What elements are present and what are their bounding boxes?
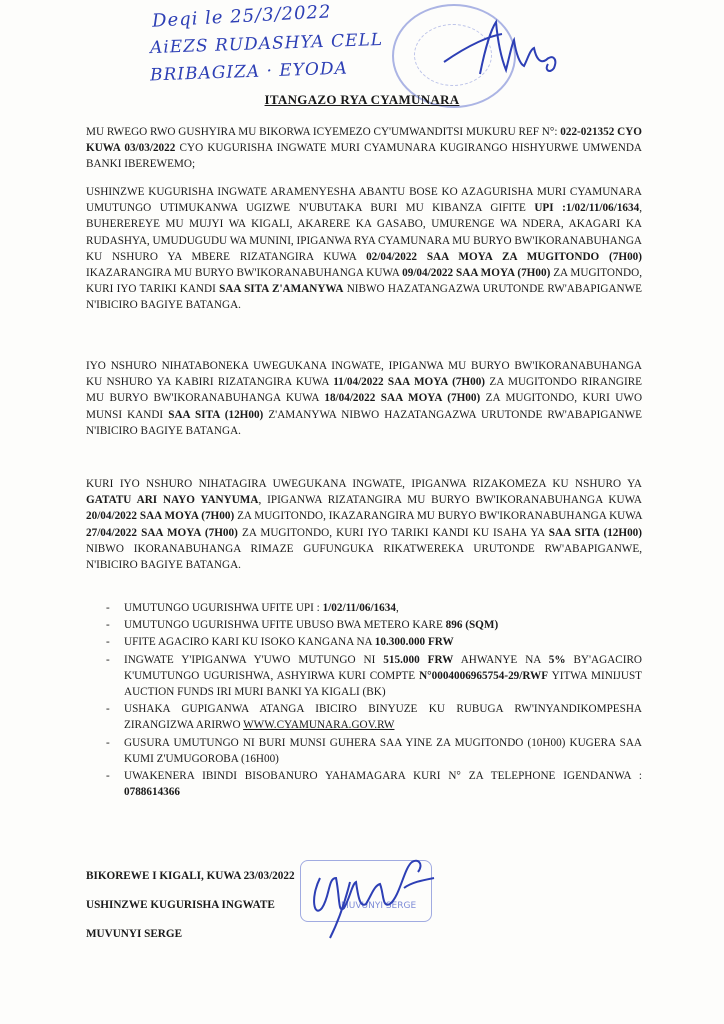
start-date: 11/04/2022 SAA MOYA (7H00) [333, 376, 486, 389]
handwritten-line-1: Deqi le 25/3/2022 [151, 1, 332, 32]
text: Z'AMANYWA NIBWO HAZATANGAZWA URUTONDE RW'ABAPIGANWE N'IBICIRO BAGIYE BATANGA. [86, 408, 643, 437]
text: , IPIGANWA RIZATANGIRA MU BURYO BW'IKORANABUHANGA KUWA [258, 494, 642, 507]
start-date: 02/04/2022 SAA MOYA ZA MUGITONDO (7H00) [366, 250, 642, 263]
signer-role: USHINZWE KUGURISHA INGWATE [86, 899, 275, 911]
list-item: - UWAKENERA IBINDI BISOBANURO YAHAMAGARA KURI N° ZA TELEPHONE IGENDANWA : 0788614366 [86, 768, 642, 800]
announce-time: SAA SITA (12H00) [168, 408, 264, 421]
start-date: 20/04/2022 SAA MOYA (7H00) [86, 510, 235, 523]
paragraph-reference [86, 124, 642, 173]
place-date: BIKOREWE I KIGALI, KUWA 23/03/2022 [86, 870, 295, 882]
text: ZA MUGITONDO, IKAZARANGIRA MU BURYO BW'IKORANABUHANGA KUWA [234, 510, 643, 523]
text: KURI IYO NSHURO NIHATAGIRA UWEGUKANA INGWATE, IPIGANWA RIZAKOMEZA KU NSHURO YA [86, 478, 642, 490]
list-item: - GUSURA UMUTUNGO NI BURI MUNSI GUHERA SAA YINE ZA MUGITONDO (10H00) KUGERA SAA KUMI Z'UMUGOROBA (16H00) [86, 735, 642, 767]
top-signature-icon [440, 14, 570, 84]
stamp-text: MUVUNYI SERGE [341, 901, 417, 911]
paragraph-second-auction [86, 358, 642, 439]
end-date: 18/04/2022 SAA MOYA (7H00) [324, 392, 481, 405]
end-date: 09/04/2022 SAA MOYA (7H00) [402, 267, 551, 280]
text: IKAZARANGIRA MU BURYO BW'IKORANABUHANGA KUWA [86, 267, 403, 280]
final-round: GATATU ARI NAYO YANYUMA [86, 494, 259, 507]
paragraph-third-auction [86, 476, 642, 573]
details-list [86, 600, 642, 801]
announce-time: SAA SITA (12H00) [548, 526, 642, 539]
paragraph-first-auction [86, 184, 642, 314]
text: ZA MUGITONDO, KURI IYO TARIKI KANDI KU ISAHA YA [237, 526, 549, 539]
handwritten-line-3: BRIBAGIZA · EYODA [149, 58, 349, 86]
document-title: ITANGAZO RYA CYAMUNARA [264, 92, 460, 107]
text: ZA MUGITONDO, KURI IYO TARIKI KANDI [86, 267, 643, 296]
text: NIBWO HAZATANGAZWA URUTONDE RW'ABAPIGANWE N'IBICIRO BAGIYE BATANGA. [86, 283, 642, 312]
handwritten-line-2: AiEZS RUDASHYA CELL [149, 29, 384, 59]
list-item: - UMUTUNGO UGURISHWA UFITE UBUSO BWA METERO KARE 896 (SQM) [86, 617, 642, 633]
end-date: 27/04/2022 SAA MOYA (7H00) [86, 526, 238, 539]
auction-website-link[interactable]: WWW.CYAMUNARA.GOV.RW [243, 719, 395, 732]
announce-time: SAA SITA Z'AMANYWA [219, 283, 344, 296]
text: USHINZWE KUGURISHA INGWATE ARAMENYESHA ABANTU BOSE KO AZAGURISHA MURI CYAMUNARA UMUTUNGO UTIMUKANWA UGIZWE N'UBUTAKA BURI MU KIBANZA GIFITE [86, 186, 642, 215]
signature-icon [300, 848, 440, 948]
list-item: - UMUTUNGO UGURISHWA UFITE UPI : 1/02/11/06/1634, [86, 600, 642, 616]
text: CYO KUGURISHA INGWATE MURI CYAMUNARA KUGIRANGO HISHYURWE UMWENDA BANKI IBEREWEMO; [86, 142, 643, 171]
upi-number: UPI :1/02/11/06/1634 [534, 202, 640, 215]
text: ZA MUGITONDO RIRANGIRE MU BURYO BW'IKORANABUHANGA KUWA [86, 376, 643, 405]
signer-name: MUVUNYI SERGE [86, 928, 183, 940]
list-item: - USHAKA GUPIGANWA ATANGA IBICIRO BINYUZE KU RUBUGA RW'INYANDIKOMPESHA ZIRANGIZWA ARIRWO WWW.CYAMUNARA.GOV.RW [86, 701, 642, 733]
text: NIBWO IKORANABUHANGA RIMAZE GUFUNGUKA RIKATWEREKA URUTONDE RW'ABAPIGANWE, N'IBICIRO BAGIYE BATANGA. [86, 542, 642, 572]
text: , BUHEREREYE MU MUJYI WA KIGALI, AKARERE KA GASABO, UMURENGE WA NDERA, AKAGARI KA RUDASHYA, UMUDUGUDU WA MUNINI, IPIGANWA RYA CYAMUNARA MU BURYO BW'IKORANABUHANGA KU NSHURO YA MBERE RIZATANGIRA KUWA [86, 202, 642, 263]
text: IYO NSHURO NIHATABONEKA UWEGUKANA INGWATE, IPIGANWA MU BURYO BW'IKORANABUHANGA KU NSHURO YA KABIRI RIZATANGIRA KUWA [86, 360, 642, 389]
list-item: - INGWATE Y'IPIGANWA Y'UWO MUTUNGO NI 515.000 FRW AHWANYE NA 5% BY'AGACIRO K'UMUTUNGO UGURISHWA, ASHYIRWA KURI COMPTE N°0004006965754-29/RWF YITWA MINIJUST AUCTION FUNDS IRI MURI BANKI YA KIGALI (BK) [86, 652, 642, 701]
text: ZA MUGITONDO, KURI UWO MUNSI KANDI [86, 392, 643, 421]
reference-number: 022-021352 CYO KUWA 03/03/2022 [86, 126, 642, 155]
phone-number: 0788614366 [124, 786, 180, 799]
list-item: - UFITE AGACIRO KARI KU ISOKO KANGANA NA 10.300.000 FRW [86, 634, 642, 650]
text: MU RWEGO RWO GUSHYIRA MU BIKORWA ICYEMEZO CY'UMWANDITSI MUKURU REF N°: [86, 126, 561, 138]
